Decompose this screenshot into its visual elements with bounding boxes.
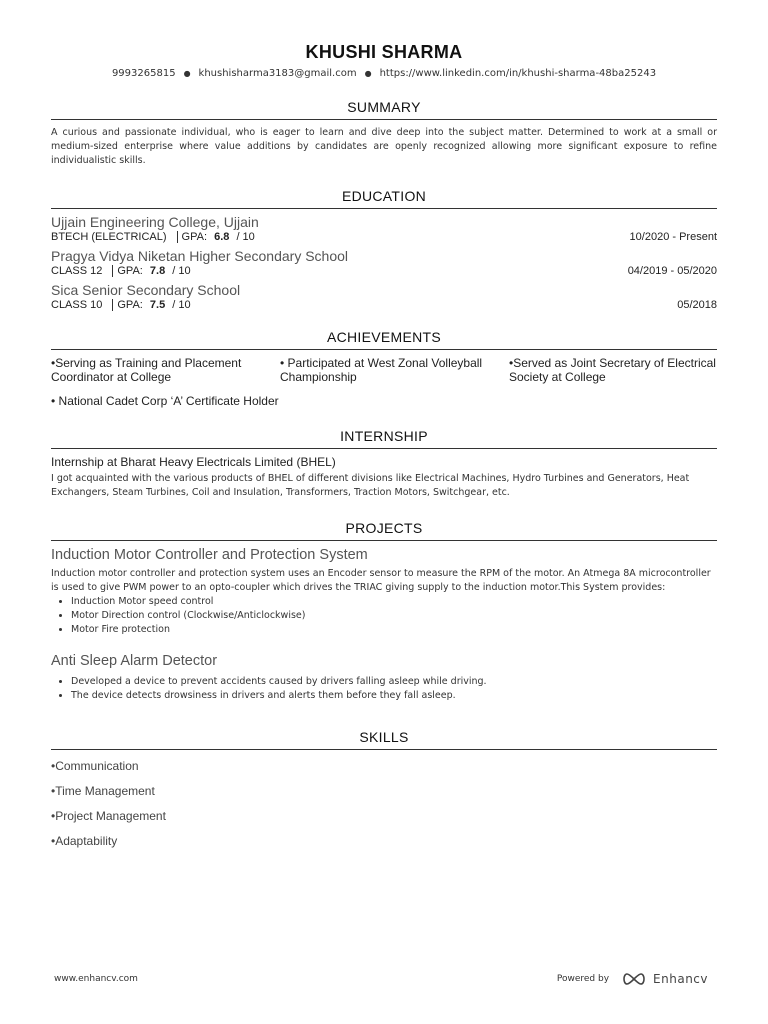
- gpa-label: GPA:: [181, 231, 208, 243]
- bullet-item: • The device detects drowsiness in drivers and alerts them before they fall asleep.: [71, 689, 491, 703]
- project-title: Induction Motor Controller and Protection System: [51, 547, 368, 564]
- gpa-value: 7.5: [149, 299, 166, 312]
- contact-line: [51, 68, 717, 79]
- bullet-item: • Motor Fire protection: [71, 623, 717, 637]
- degree: CLASS 12: [51, 265, 103, 278]
- summary-text: A curious and passionate individual, who is eager to learn and dive deep into the subject matter. Determined to work at a small or medium-sized enterprise where value additions by candidates are openly recognized allowing more significant exposure to refine individualistic skills.: [51, 127, 717, 166]
- summary-section: [51, 99, 717, 168]
- linkedin-link[interactable]: https://www.linkedin.com/in/khushi-sharma-48ba25243: [379, 68, 657, 79]
- achievements-section: [51, 329, 717, 408]
- section-title-education: EDUCATION: [51, 188, 717, 209]
- enhancv-logo[interactable]: [621, 972, 708, 986]
- skills-section: [51, 729, 717, 848]
- education-dates: 05/2018: [677, 299, 717, 312]
- powered-by: [557, 972, 708, 986]
- internship-section: [51, 428, 717, 500]
- section-title-skills: SKILLS: [51, 729, 717, 750]
- gpa-value: 7.8: [149, 265, 166, 278]
- skill-item: •Project Management: [51, 809, 166, 824]
- project-bullets: [51, 675, 491, 703]
- degree: CLASS 10: [51, 299, 103, 312]
- skill-item: •Adaptability: [51, 834, 118, 849]
- project-bullets: [51, 595, 717, 637]
- section-title-achievements: ACHIEVEMENTS: [51, 329, 717, 350]
- achievement-item: •Serving as Training and Placement Coordinator at College: [51, 356, 242, 385]
- resume-page: [51, 42, 717, 848]
- gpa-label: GPA:: [117, 299, 143, 312]
- skill-item: •Time Management: [51, 784, 155, 799]
- education-item: [51, 248, 717, 277]
- skill-item: •Communication: [51, 759, 139, 774]
- school-name: Ujjain Engineering College, Ujjain: [51, 214, 259, 230]
- school-name: Pragya Vidya Niketan Higher Secondary School: [51, 248, 349, 265]
- gpa-scale: / 10: [236, 231, 255, 243]
- gpa-scale: / 10: [172, 265, 191, 278]
- bullet-item: • Motor Direction control (Clockwise/Anticlockwise): [71, 609, 717, 623]
- separator-dot: ●: [183, 69, 191, 78]
- divider: [112, 299, 113, 311]
- achievement-item: •Served as Joint Secretary of Electrical Society at College: [509, 356, 716, 385]
- page-footer: [54, 972, 708, 986]
- email-link[interactable]: khushisharma3183@gmail.com: [198, 68, 357, 79]
- section-title-projects: PROJECTS: [51, 520, 717, 541]
- project-description: Induction motor controller and protection system uses an Encoder sensor to measure the RPM of the motor. An Atmega 8A microcontroller is used to give PWM power to an opto-coupler which drives the TRIAC giving supply to the induction motor.This System provides:: [51, 568, 711, 594]
- divider: [177, 231, 178, 243]
- candidate-name: KHUSHI SHARMA: [305, 42, 463, 62]
- internship-role: Internship at Bharat Heavy Electricals Limited (BHEL): [51, 455, 336, 470]
- achievement-item: • National Cadet Corp ‘A’ Certificate Holder: [51, 394, 279, 409]
- projects-section: [51, 520, 717, 703]
- education-dates: 04/2019 - 05/2020: [627, 265, 717, 278]
- gpa-value: 6.8: [214, 231, 230, 243]
- infinity-icon: [621, 972, 647, 986]
- bullet-item: • Induction Motor speed control: [71, 595, 717, 609]
- education-dates: 10/2020 - Present: [629, 231, 717, 243]
- achievement-item: • Participated at West Zonal Volleyball Championship: [280, 356, 483, 385]
- school-name: Sica Senior Secondary School: [51, 282, 241, 299]
- education-item: [51, 282, 717, 311]
- section-title-internship: INTERNSHIP: [51, 428, 717, 449]
- phone-number: 9993265815: [111, 68, 176, 79]
- bullet-item: • Developed a device to prevent accidents caused by drivers falling asleep while driving.: [71, 675, 491, 689]
- project-title: Anti Sleep Alarm Detector: [51, 653, 218, 670]
- section-title-summary: SUMMARY: [51, 99, 717, 120]
- divider: [112, 265, 113, 277]
- website-link[interactable]: www.enhancv.com: [54, 974, 138, 984]
- gpa-label: GPA:: [117, 265, 143, 278]
- education-item: [51, 214, 717, 243]
- internship-description: I got acquainted with the various products of BHEL of different divisions like Electrical Machines, Hydro Turbines and Generators, Heat Exchangers, Steam Turbines, Coil and Insulation, Transformers, Traction Motors, Switchgear, etc.: [51, 473, 690, 499]
- separator-dot: ●: [364, 69, 372, 78]
- powered-by-label: Powered by: [556, 974, 610, 984]
- gpa-scale: / 10: [172, 299, 191, 312]
- education-section: [51, 188, 717, 311]
- degree: BTECH (ELECTRICAL): [51, 231, 167, 243]
- brand-name: Enhancv: [653, 972, 708, 986]
